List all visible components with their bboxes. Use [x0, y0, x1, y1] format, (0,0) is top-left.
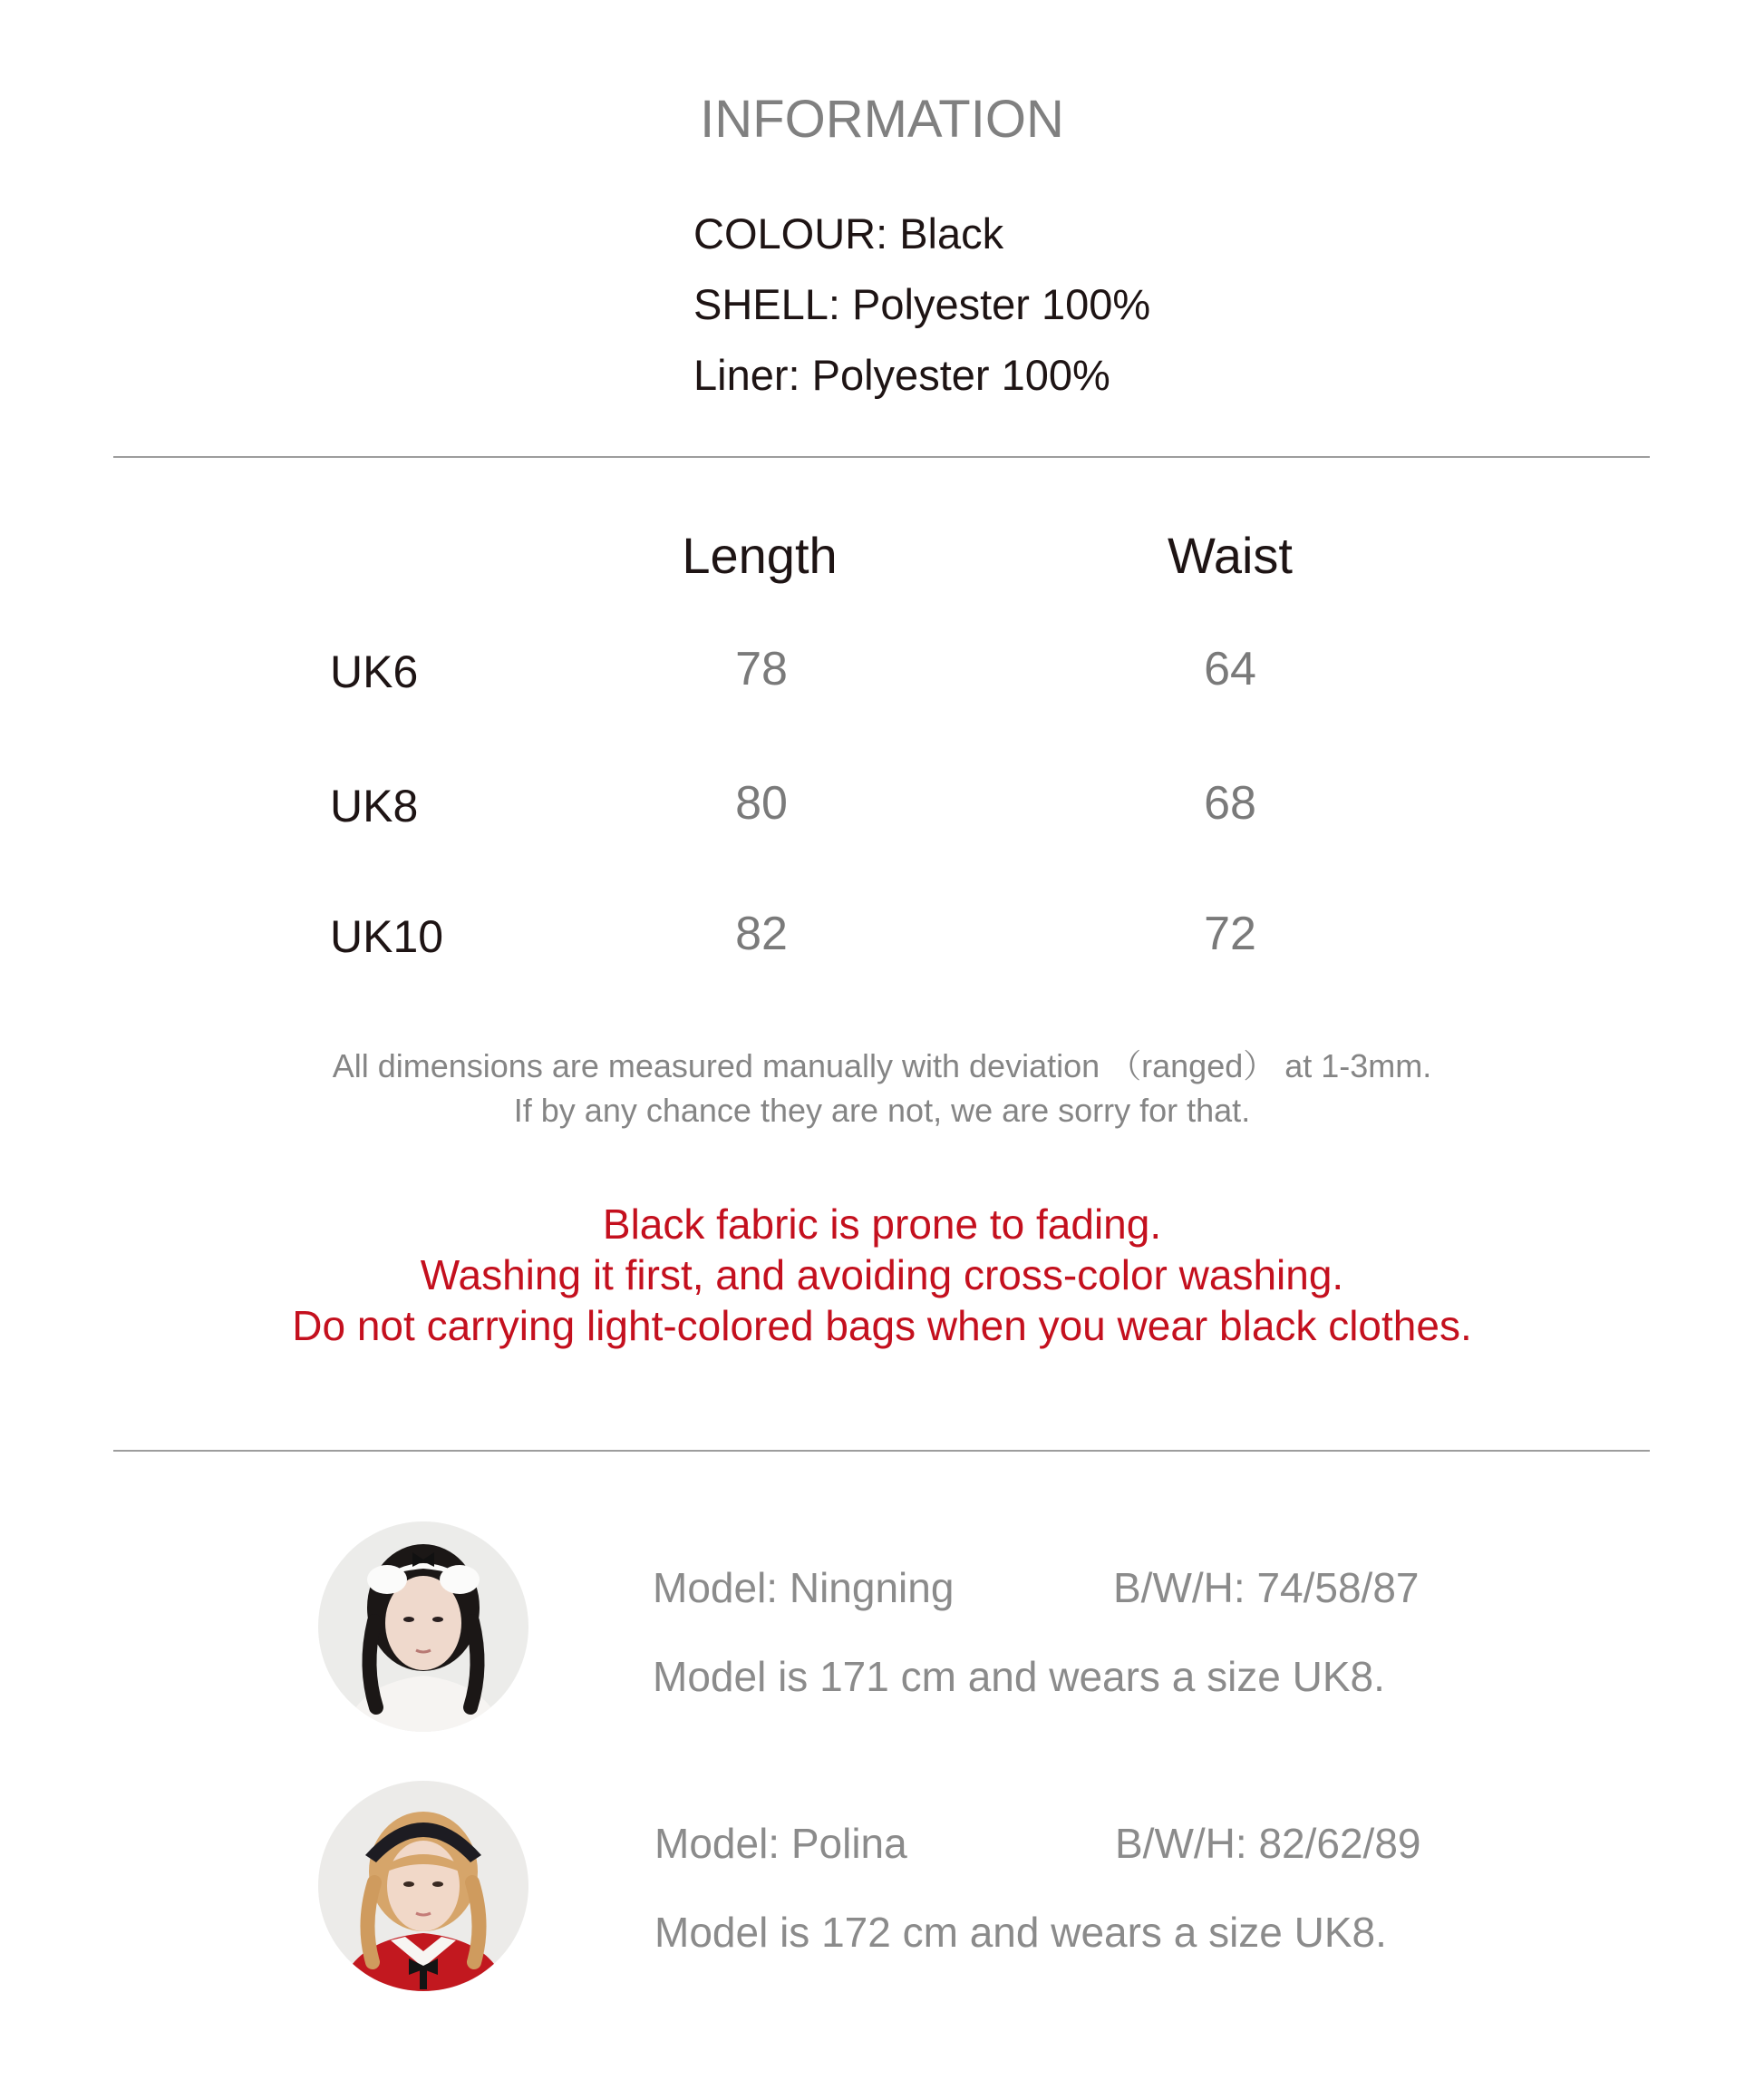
care-warning-line2: Washing it first, and avoiding cross-color washing.: [420, 1251, 1344, 1298]
header-waist: Waist: [1168, 527, 1293, 584]
liner-line: Liner: Polyester 100%: [693, 351, 1110, 399]
model-1-fit: Model is 171 cm and wears a size UK8.: [653, 1653, 1385, 1700]
avatar-model-2: [318, 1781, 528, 1991]
row-size-label: UK10: [330, 911, 444, 962]
measurement-note-line1: All dimensions are measured manually with deviation （ranged） at 1-3mm.: [332, 1047, 1432, 1084]
header-length: Length: [682, 527, 838, 584]
care-warning-line1: Black fabric is prone to fading.: [602, 1200, 1162, 1248]
length-value: 82: [735, 908, 788, 960]
model-2-bwh: B/W/H: 82/62/89: [1115, 1820, 1421, 1867]
information-title: INFORMATION: [700, 90, 1064, 149]
model-1-name: Model: Ningning: [653, 1564, 955, 1611]
divider-top: [113, 456, 1650, 458]
colour-line: COLOUR: Black: [693, 209, 1004, 258]
length-value: 80: [735, 777, 788, 830]
shell-line: SHELL: Polyester 100%: [693, 280, 1151, 328]
model-2-name: Model: Polina: [654, 1820, 907, 1867]
row-size-label: UK8: [330, 781, 419, 831]
waist-value: 72: [1204, 908, 1256, 960]
model-1-bwh: B/W/H: 74/58/87: [1113, 1564, 1420, 1611]
measurement-note-line2: If by any chance they are not, we are sorry for that.: [513, 1092, 1251, 1129]
divider-bottom: [113, 1450, 1650, 1452]
avatar-model-1: [318, 1521, 528, 1732]
waist-value: 68: [1204, 777, 1256, 830]
row-size-label: UK6: [330, 646, 419, 697]
waist-value: 64: [1204, 643, 1256, 695]
care-warning-line3: Do not carrying light-colored bags when you wear black clothes.: [292, 1302, 1472, 1349]
model-2-fit: Model is 172 cm and wears a size UK8.: [654, 1909, 1387, 1956]
length-value: 78: [735, 643, 788, 695]
